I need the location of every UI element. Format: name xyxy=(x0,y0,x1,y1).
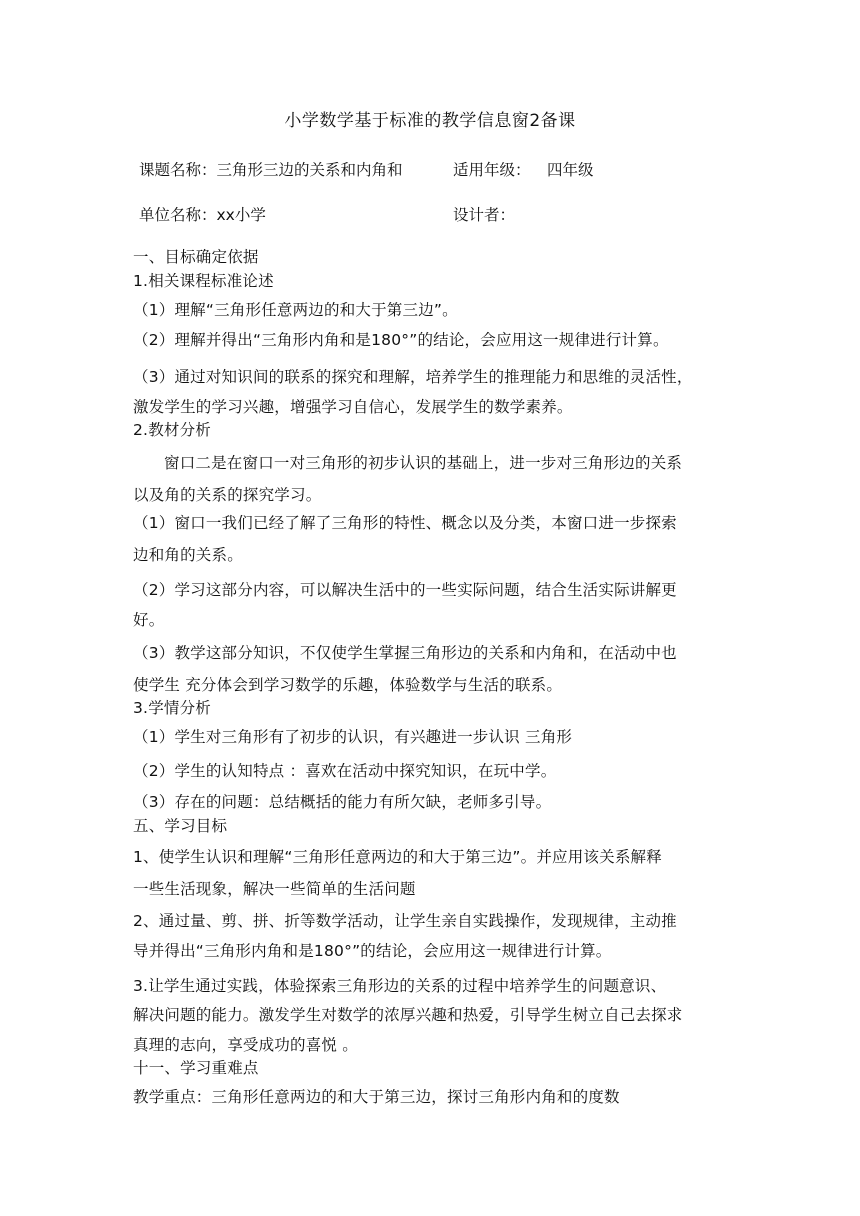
paragraph-line: （3）通过对知识间的联系的探究和理解，培养学生的推理能力和思维的灵活性， xyxy=(133,368,693,386)
subsection-heading: 1.相关课程标准论述 xyxy=(133,272,274,290)
designer-label: 设计者： xyxy=(453,206,516,224)
paragraph-line: （1）理解“三角形任意两边的和大于第三边”。 xyxy=(133,301,458,319)
grade-value: 四年级 xyxy=(547,161,594,179)
paragraph-line: 一些生活现象，解决一些简单的生活问题 xyxy=(133,880,416,898)
paragraph-line: 解决问题的能力。激发学生对数学的浓厚兴趣和热爱，引导学生树立自己去探求 xyxy=(133,1006,683,1024)
paragraph-line: 使学生 充分体会到学习数学的乐趣，体验数学与生活的联系。 xyxy=(133,676,563,694)
paragraph-line: 好。 xyxy=(133,611,165,629)
paragraph-line: 以及角的关系的探究学习。 xyxy=(133,486,322,504)
grade-label: 适用年级： xyxy=(453,161,531,179)
paragraph-line: 边和角的关系。 xyxy=(133,546,243,564)
paragraph-line: （2）学习这部分内容，可以解决生活中的一些实际问题，结合生活实际讲解更 xyxy=(133,581,677,599)
paragraph-line: （2）理解并得出“三角形内角和是180°”的结论，会应用这一规律进行计算。 xyxy=(133,331,669,349)
section-heading: 五、学习目标 xyxy=(133,817,228,835)
paragraph-line: （2）学生的认知特点 ：喜欢在活动中探究知识，在玩中学。 xyxy=(133,762,557,780)
paragraph-line: 真理的志向，享受成功的喜悦 。 xyxy=(133,1036,358,1054)
paragraph-line: 2、通过量、剪、拼、折等数学活动，让学生亲自实践操作，发现规律，主动推 xyxy=(133,912,677,930)
section-heading: 十一、学习重难点 xyxy=(133,1059,259,1077)
document-title: 小学数学基于标准的教学信息窗2备课 xyxy=(284,111,576,131)
section-heading: 一、目标确定依据 xyxy=(133,248,259,266)
school-label: 单位名称：xx小学 xyxy=(139,206,266,224)
paragraph-line: （3）教学这部分知识，不仅使学生掌握三角形边的关系和内角和，在活动中也 xyxy=(133,644,677,662)
topic-label: 课题名称：三角形三边的关系和内角和 xyxy=(139,161,403,179)
subsection-heading: 2.教材分析 xyxy=(133,421,211,439)
paragraph-line: 1、使学生认识和理解“三角形任意两边的和大于第三边”。并应用该关系解释 xyxy=(133,848,662,866)
paragraph-line: 导并得出“三角形内角和是180°”的结论，会应用这一规律进行计算。 xyxy=(133,942,612,960)
paragraph-line: （3）存在的问题：总结概括的能力有所欠缺，老师多引导。 xyxy=(133,793,552,811)
paragraph-line: 教学重点：三角形任意两边的和大于第三边，探讨三角形内角和的度数 xyxy=(133,1088,620,1106)
paragraph-line: 3.让学生通过实践，体验探索三角形边的关系的过程中培养学生的问题意识、 xyxy=(133,977,667,995)
paragraph-line: 窗口二是在窗口一对三角形的初步认识的基础上，进一步对三角形边的关系 xyxy=(164,454,683,472)
paragraph-line: 激发学生的学习兴趣，增强学习自信心，发展学生的数学素养。 xyxy=(133,398,573,416)
paragraph-line: （1）学生对三角形有了初步的认识，有兴趣进一步认识 三角形 xyxy=(133,728,573,746)
paragraph-line: （1）窗口一我们已经了解了三角形的特性、概念以及分类，本窗口进一步探索 xyxy=(133,514,677,532)
subsection-heading: 3.学情分析 xyxy=(133,699,211,717)
